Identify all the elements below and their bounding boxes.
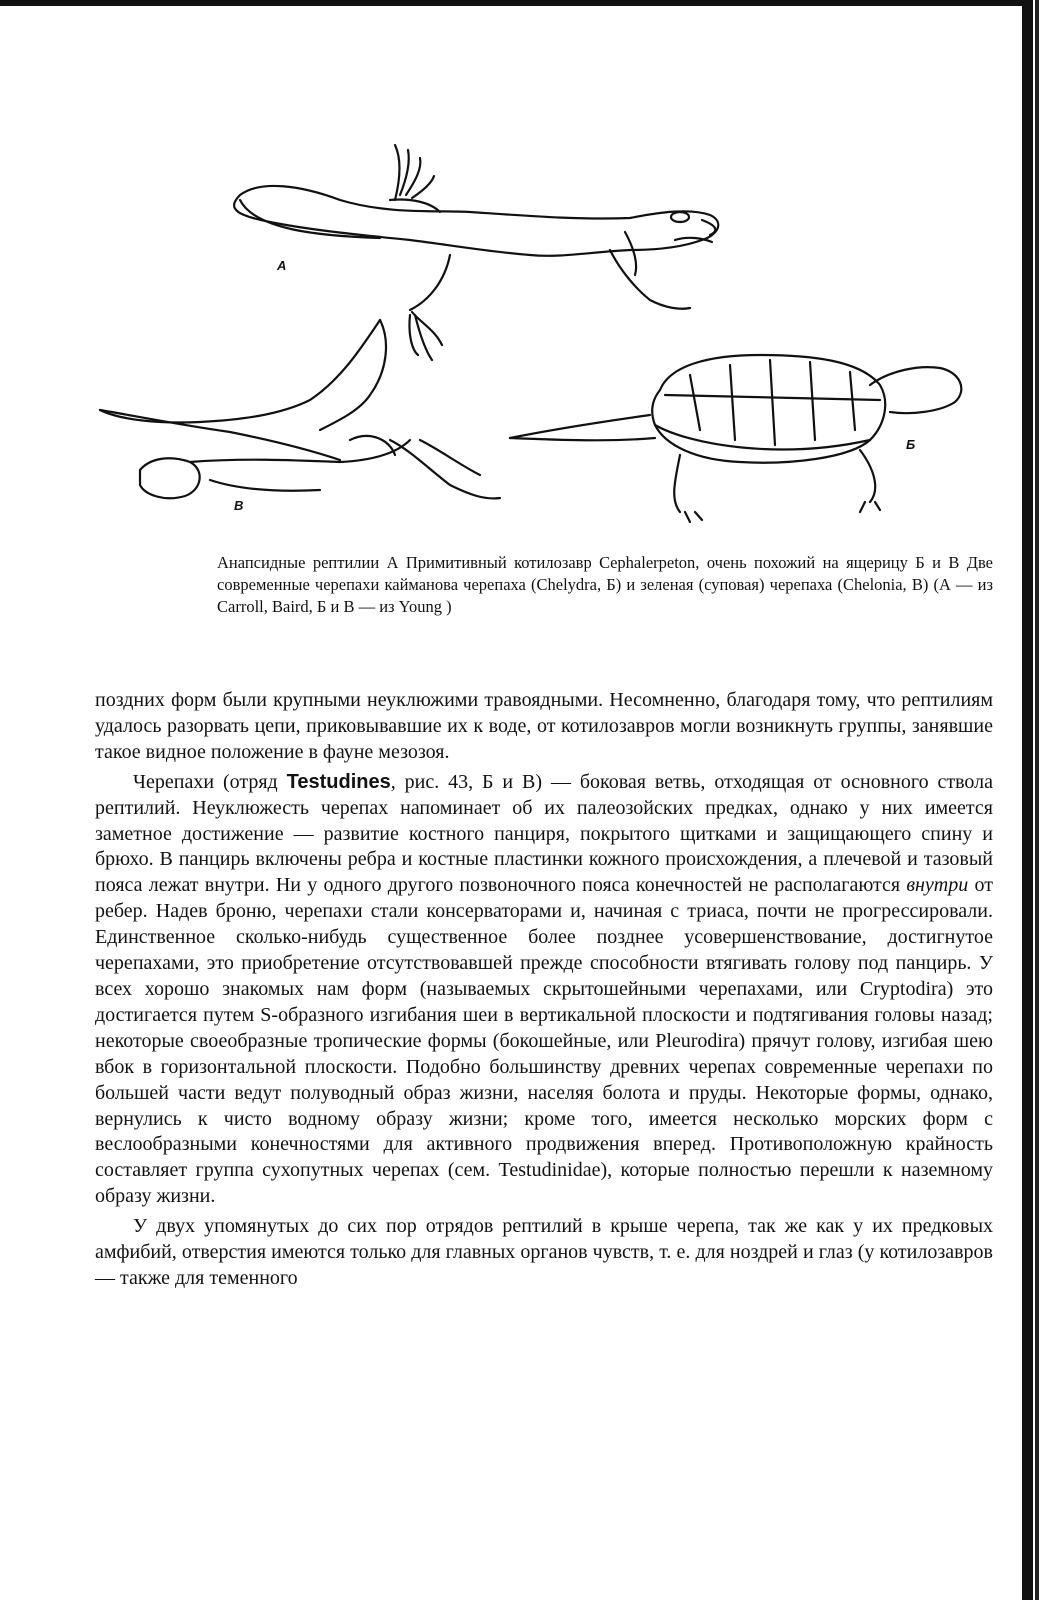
right-page-edge — [1022, 0, 1060, 1600]
right-edge-bar-thin — [1035, 0, 1039, 1600]
p2-part-b: , рис. 43, Б и В) — боковая ветвь, отходящая от основного ствола рептилий. Неуклюжесть черепах напоминает об их палеозойских предках, однако у них имеется заметное достижение — развитие костного панциря, покрытого щитками и защищающего спину и брюхо. В панцирь включены ребра и костные пластинки кожного происхождения, а плечевой и тазовый пояса лежат внутри. Ни у одного другого позвоночного пояса конечностей не располагаются — [95, 770, 993, 897]
right-edge-bar — [1022, 0, 1033, 1600]
figure-label-c: В — [234, 498, 244, 513]
figure-illustration — [90, 140, 990, 540]
figure-43 — [90, 140, 990, 540]
p2-order-name: Testudines — [286, 770, 391, 793]
p2-part-a: Черепахи (отряд — [133, 770, 287, 793]
p2-emphasis: внутри — [906, 874, 969, 897]
green-turtle-drawing — [100, 320, 500, 498]
figure-label-b: Б — [906, 437, 916, 452]
paragraph-3: У двух упомянутых до сих пор отрядов рептилий в крыше черепа, так же как у их предковых амфибий, отверстия имеются только для главных органов чувств, т. е. для ноздрей и глаз (у котилозавров — также для теменного — [95, 1215, 993, 1289]
snapping-turtle-drawing — [510, 355, 961, 522]
p2-part-c: от ребер. Надев броню, черепахи стали консерваторами и, начиная с триаса, почти не прогрессировали. Единственное сколько-нибудь существенное более позднее усовершенствование, достигнутое черепахами, это приобретение отсутствовавшей прежде способности втягивать голову под панцирь. У всех хорошо знакомых нам форм (называемых скрытошейными черепахами, или Cryptodira) это достигается путем S-образного изгибания шеи в вертикальной плоскости и подтягивания головы назад; некоторые своеобразные тропические формы (бокошейные, или Pleurodira) прячут голову, изгибая шею вбок в горизонтальной плоскости. Подобно большинству древних черепах современные черепахи по большей части ведут полуводный образ жизни, населяя болота и пруды. Некоторые формы, однако, вернулись к чисто водному образу жизни; кроме того, имеется несколько морских форм с веслообразными конечностями для активного продвижения вперед. Противоположную крайность составляет группа сухопутных черепах (сем. Testudinidae), которые полностью перешли к наземному образу жизни. — [95, 874, 993, 1208]
figure-caption — [217, 552, 993, 618]
lizard-drawing — [234, 145, 718, 360]
paragraph-2 — [95, 770, 993, 1210]
figure-label-a: А — [277, 258, 287, 273]
paragraph-1: поздних форм были крупными неуклюжими травоядными. Несомненно, благодаря тому, что рептилиям удалось разорвать цепи, приковывавшие их к воде, от котилозавров могли возникнуть группы, занявшие такое видное положение в фауне мезозоя. — [95, 689, 993, 763]
caption-text: Анапсидные рептилии А Примитивный котилозавр Cephalerpeton, очень похожий на ящерицу Б и В Две современные черепахи кайманова черепаха (Chelydra, Б) и зеленая (суповая) черепаха (Chelonia, В) (А — из Carroll, Baird, Б и В — из Young ) — [217, 553, 993, 616]
body-text — [95, 688, 993, 1292]
top-page-edge — [0, 0, 1060, 6]
